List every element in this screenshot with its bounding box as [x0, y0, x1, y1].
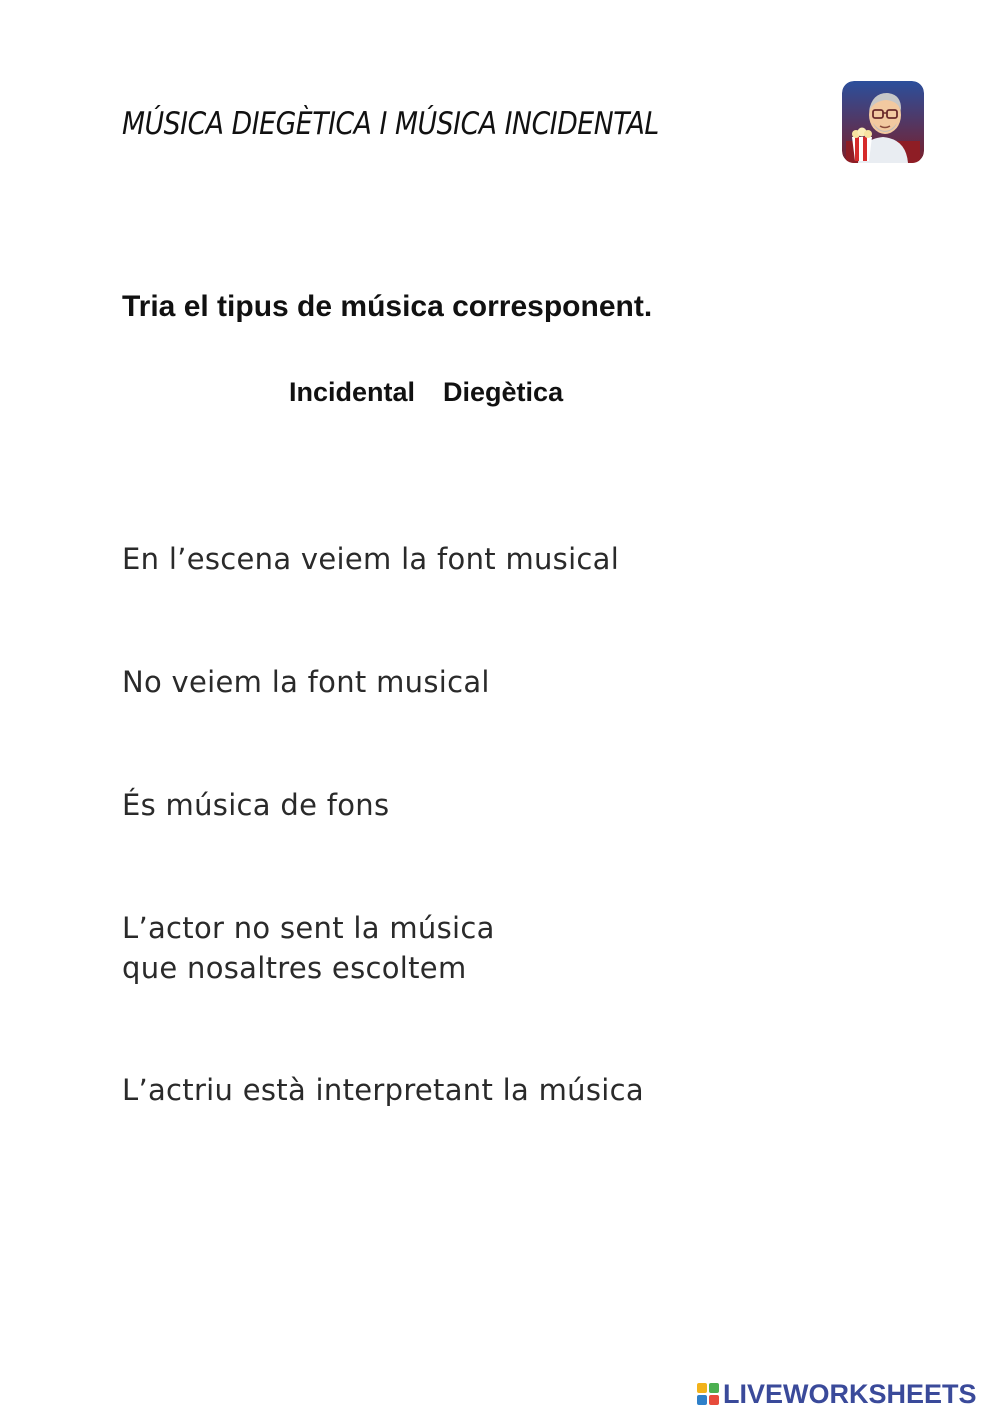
statement-line: En l’escena veiem la font musical [122, 542, 620, 576]
statement-4[interactable] [122, 908, 495, 988]
statement-line: És música de fons [122, 788, 390, 822]
logo-square [697, 1395, 707, 1405]
statement-5[interactable] [122, 1070, 644, 1110]
answer-options [289, 377, 563, 408]
worksheet-title: MÚSICA DIEGÈTICA I MÚSICA INCIDENTAL [122, 106, 659, 142]
brand-name: LIVEWORKSHEETS [723, 1378, 977, 1409]
logo-square [697, 1383, 707, 1393]
logo-square [709, 1383, 719, 1393]
statement-line: L’actriu està interpretant la música [122, 1073, 644, 1107]
statement-line: L’actor no sent la música [122, 911, 495, 945]
statement-3[interactable] [122, 785, 389, 825]
liveworksheets-brand [697, 1378, 977, 1410]
logo-square [709, 1395, 719, 1405]
instruction-text: Tria el tipus de música corresponent. [122, 290, 653, 323]
statement-1[interactable] [122, 539, 619, 579]
option-diegetica[interactable]: Diegètica [443, 377, 564, 407]
statement-line: No veiem la font musical [122, 665, 490, 699]
statement-line: que nosaltres escoltem [122, 951, 467, 985]
option-incidental[interactable]: Incidental [289, 377, 416, 407]
statement-2[interactable] [122, 662, 490, 702]
avatar-with-popcorn-icon [842, 81, 924, 163]
liveworksheets-logo-icon [697, 1383, 719, 1405]
